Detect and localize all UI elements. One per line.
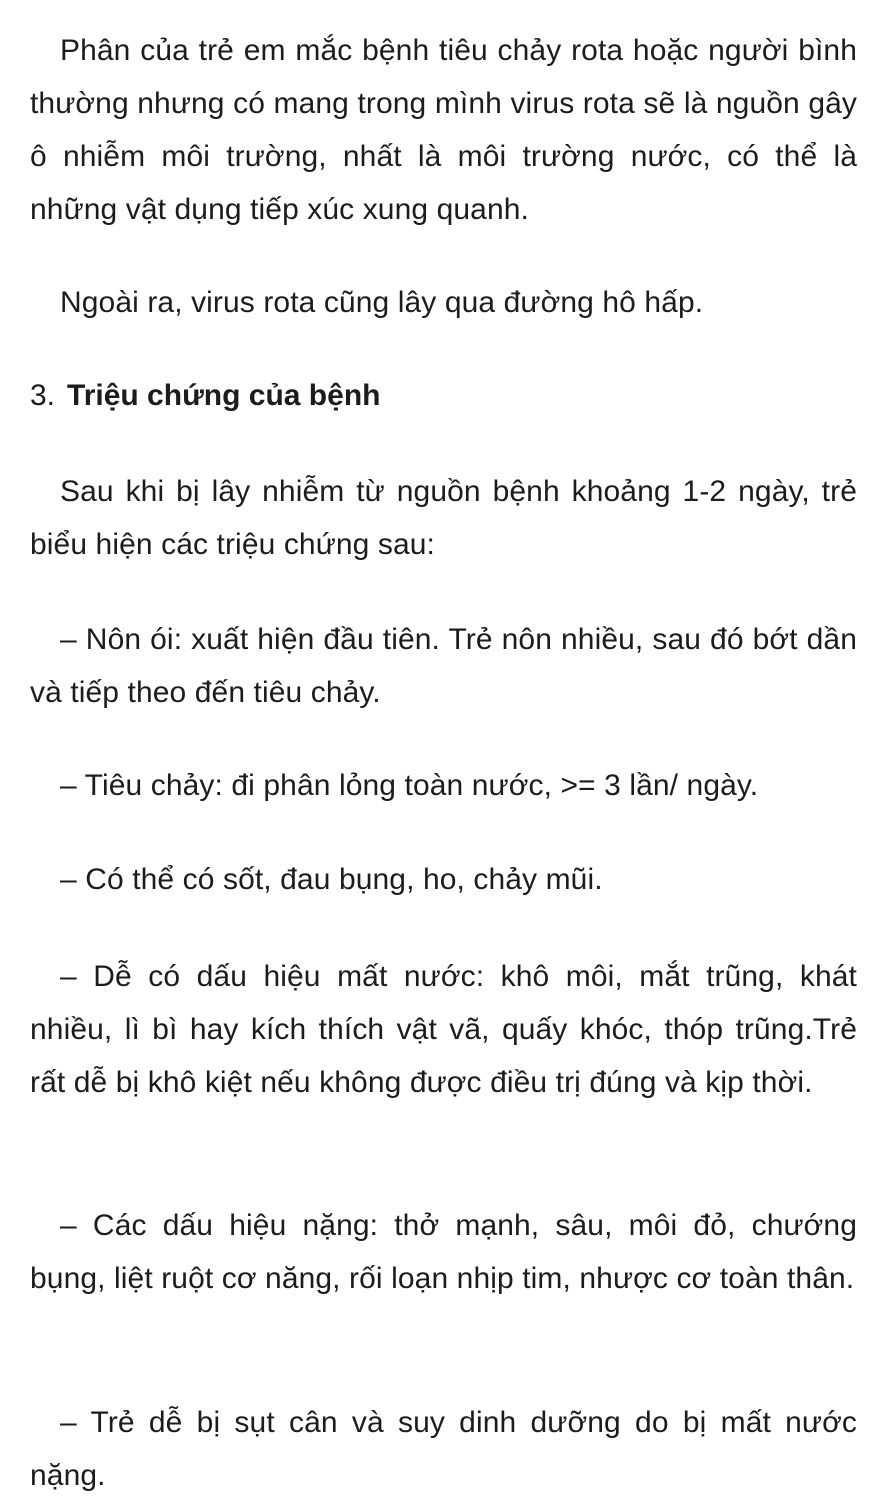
list-item-vomiting: – Nôn ói: xuất hiện đầu tiên. Trẻ nôn nhiều, sau đó bớt dần và tiếp theo đến tiêu chảy.	[30, 623, 857, 709]
paragraph-symptoms-intro: Sau khi bị lây nhiễm từ nguồn bệnh khoảng 1-2 ngày, trẻ biểu hiện các triệu chứng sau:	[30, 475, 857, 561]
section-title: Triệu chứng của bệnh	[67, 379, 381, 412]
list-item-weight-loss: – Trẻ dễ bị sụt cân và suy dinh dưỡng do bị mất nước nặng.	[30, 1406, 857, 1492]
list-item-fever: – Có thể có sốt, đau bụng, ho, chảy mũi.	[60, 863, 603, 896]
paragraph-transmission: Phân của trẻ em mắc bệnh tiêu chảy rota hoặc người bình thường nhưng có mang trong mình virus rota sẽ là nguồn gây ô nhiễm môi trường, nhất là môi trường nước, có thể là những vật dụng tiếp xúc xung quanh.	[30, 34, 857, 226]
list-item-dehydration: – Dễ có dấu hiệu mất nước: khô môi, mắt trũng, khát nhiều, lì bì hay kích thích vật vã, quấy khóc, thóp trũng.Trẻ rất dễ bị khô kiệt nếu không được điều trị đúng và kịp thời.	[30, 960, 857, 1099]
list-item-severe-signs: – Các dấu hiệu nặng: thở mạnh, sâu, môi đỏ, chướng bụng, liệt ruột cơ năng, rối loạn nhịp tim, nhược cơ toàn thân.	[30, 1209, 857, 1295]
section-number: 3.	[30, 379, 56, 412]
paragraph-respiratory-transmission: Ngoài ra, virus rota cũng lây qua đường hô hấp.	[60, 286, 704, 319]
section-heading	[30, 369, 857, 422]
list-item-diarrhea: – Tiêu chảy: đi phân lỏng toàn nước, >= 3 lần/ ngày.	[60, 769, 759, 802]
